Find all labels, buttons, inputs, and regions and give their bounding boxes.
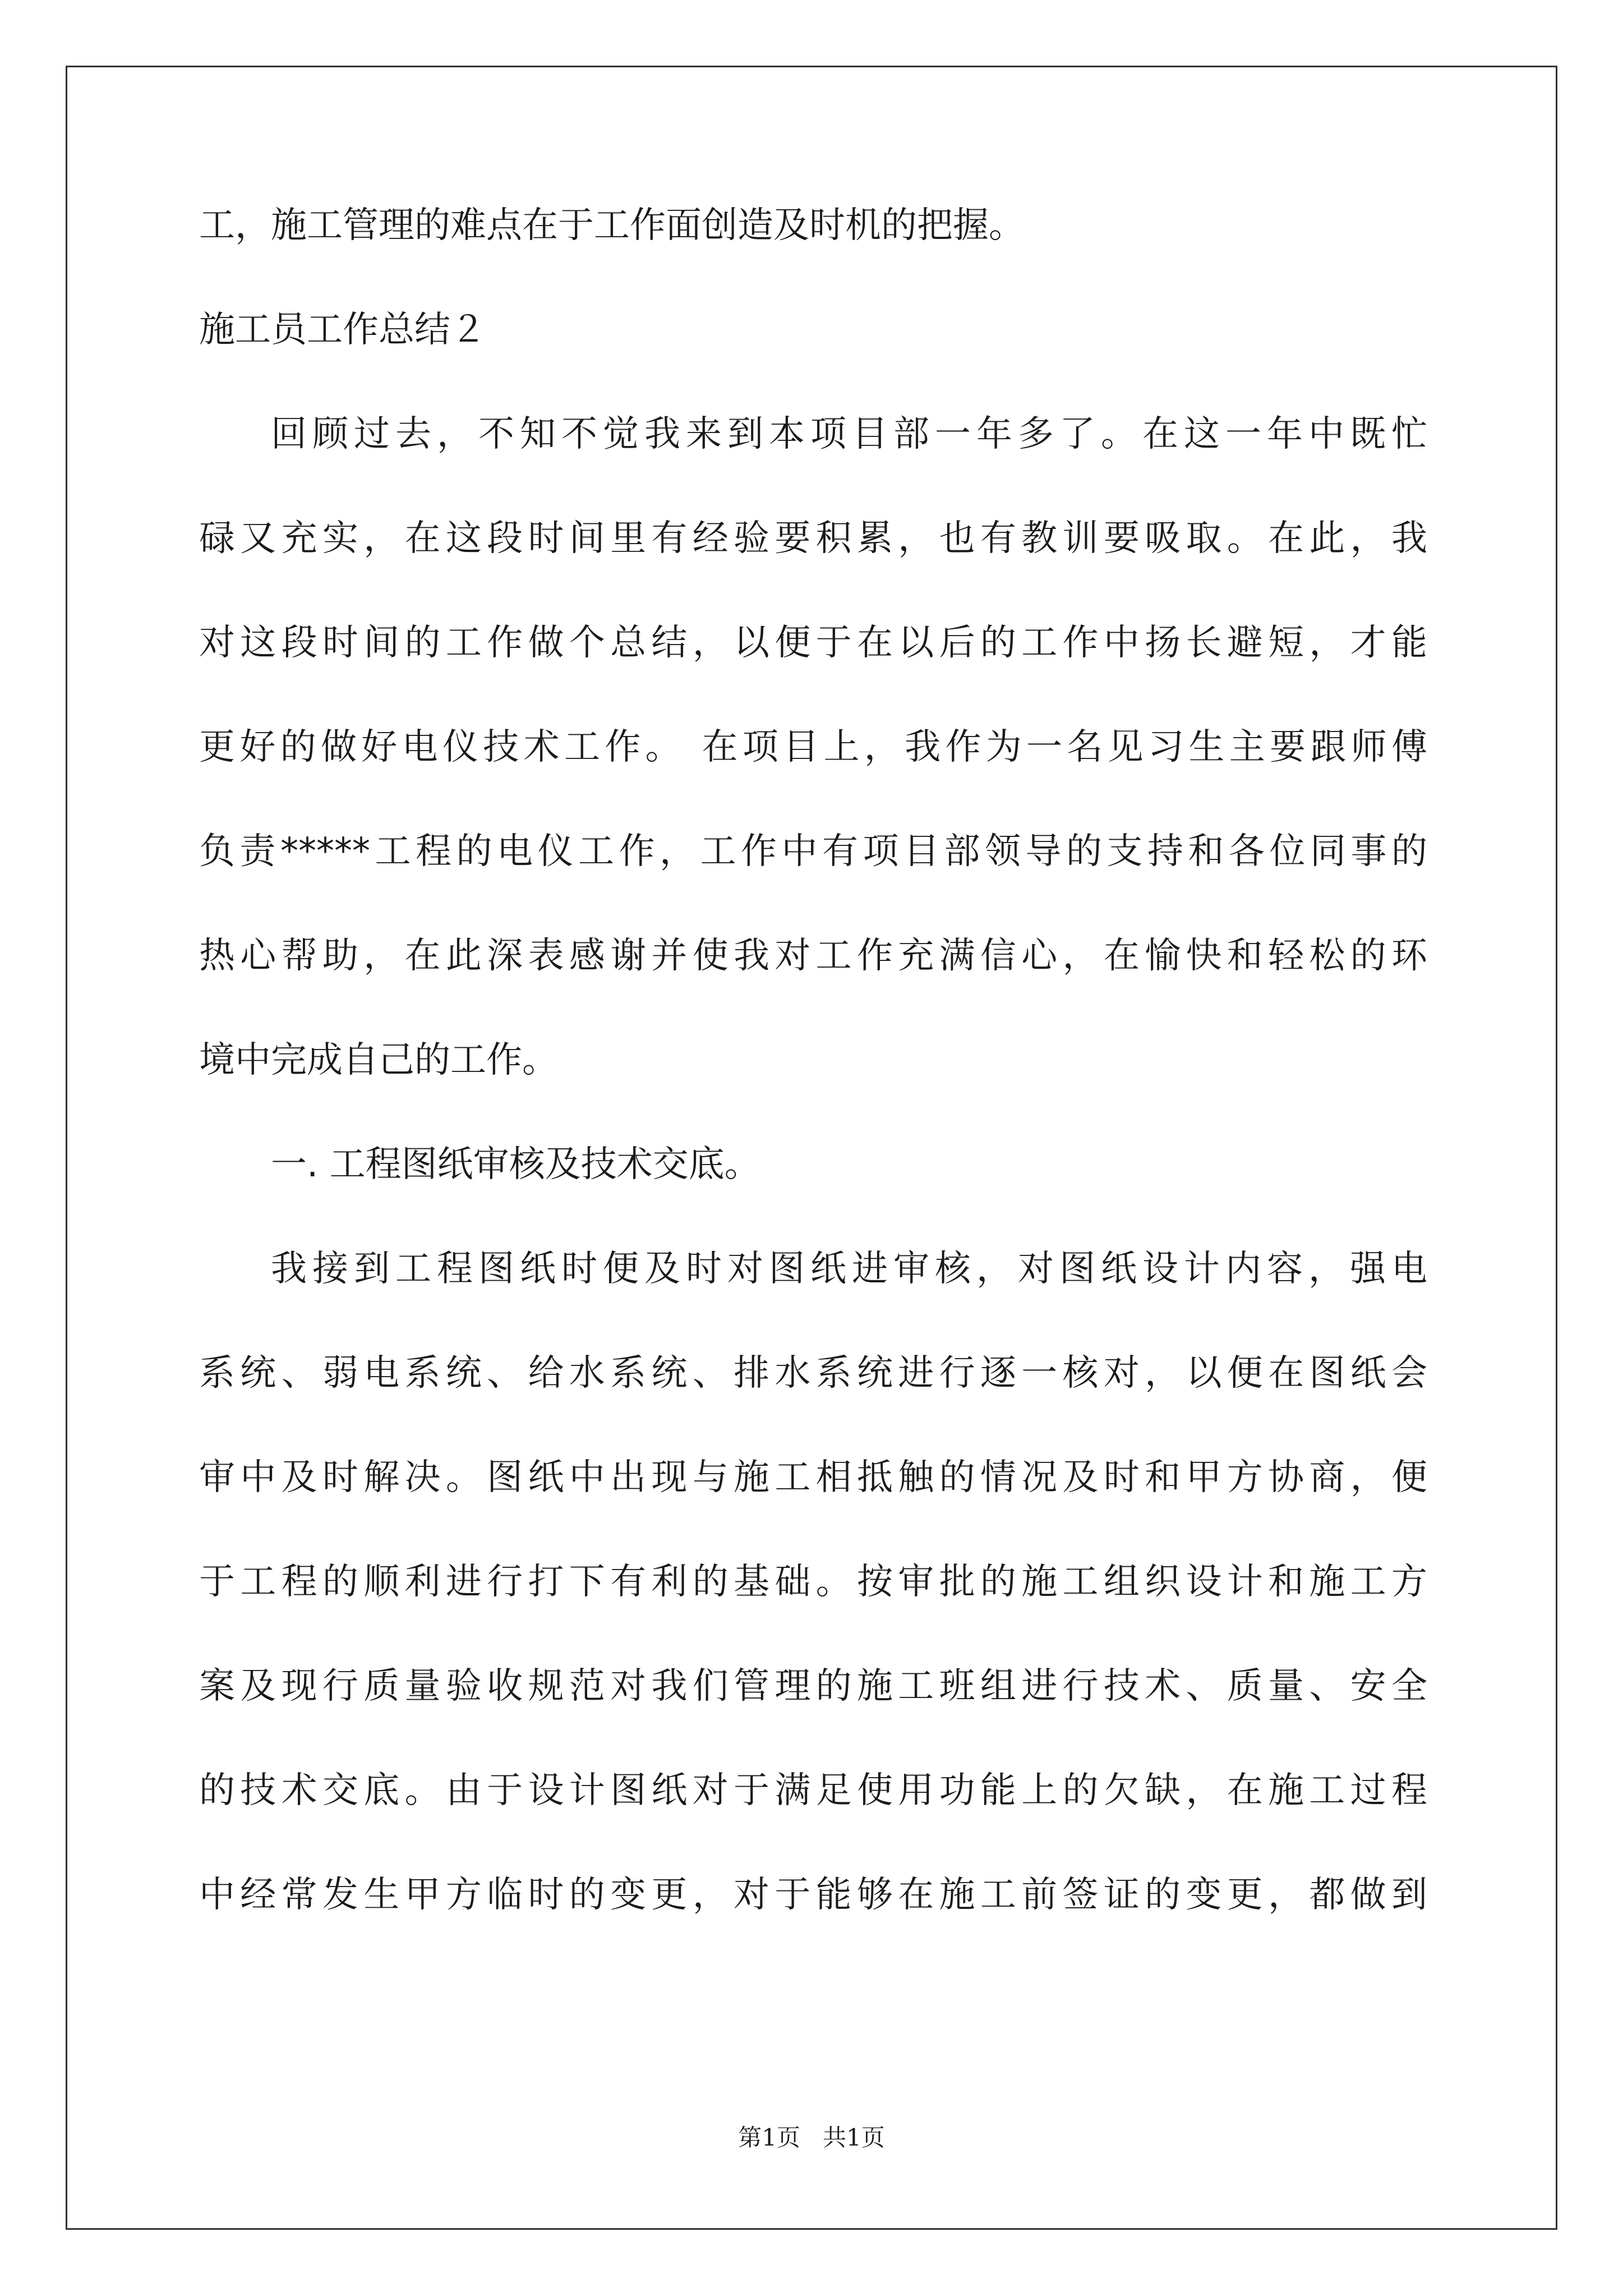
text-line: 于工程的顺利进行打下有利的基础。按审批的施工组织设计和施工方 <box>199 1561 1427 1603</box>
text-line: 的技术交底。由于设计图纸对于满足使用功能上的欠缺，在施工过程 <box>199 1770 1427 1811</box>
text-line: 系统、弱电系统、给水系统、排水系统进行逐一核对，以便在图纸会 <box>199 1352 1427 1394</box>
text-line: 中经常发生甲方临时的变更，对于能够在施工前签证的变更，都做到 <box>199 1874 1427 1916</box>
text-line: 更好的做好电仪技术工作。 在项目上，我作为一名见习生主要跟师傅 <box>199 726 1427 768</box>
text-line: 热心帮助，在此深表感谢并使我对工作充满信心，在愉快和轻松的环 <box>199 935 1427 977</box>
text-line: 境中完成自己的工作。 <box>199 1039 558 1081</box>
text-line: 碌又充实，在这段时间里有经验要积累，也有教训要吸取。在此，我 <box>199 518 1427 559</box>
text-line: 回顾过去，不知不觉我来到本项目部一年多了。在这一年中既忙 <box>271 413 1427 455</box>
text-line: 对这段时间的工作做个总结，以便于在以后的工作中扬长避短，才能 <box>199 622 1427 664</box>
text-line: 工，施工管理的难点在于工作面创造及时机的把握。 <box>199 205 1025 246</box>
page-number-footer: 第1页 共1页 <box>738 2124 885 2151</box>
text-line: 案及现行质量验收规范对我们管理的施工班组进行技术、质量、安全 <box>199 1665 1427 1707</box>
section-heading: 施工员工作总结２ <box>199 309 486 351</box>
text-line: 我接到工程图纸时便及时对图纸进审核，对图纸设计内容，强电 <box>271 1248 1427 1290</box>
text-line: 负责*****工程的电仪工作，工作中有项目部领导的支持和各位同事的 <box>199 831 1427 872</box>
text-line: 审中及时解决。图纸中出现与施工相抵触的情况及时和甲方协商，便 <box>199 1457 1427 1498</box>
subsection-heading: 一. 工程图纸审核及技术交底。 <box>271 1144 760 1185</box>
